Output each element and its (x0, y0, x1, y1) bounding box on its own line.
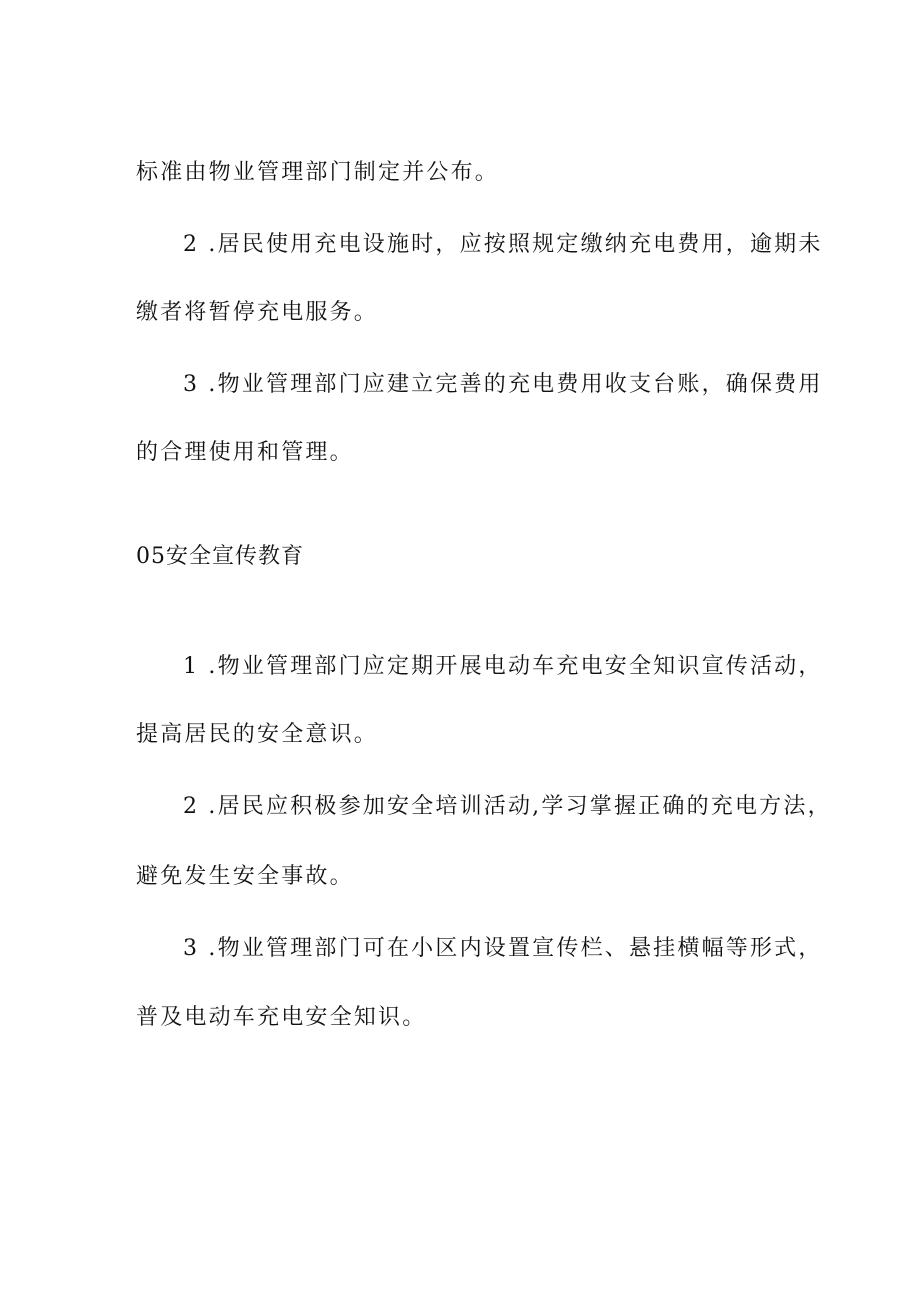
paragraph-continuation: 标准由物业管理部门制定并公布。 (136, 160, 500, 185)
section-item-2-line-2: 避免发生安全事故。 (136, 864, 354, 889)
list-item-2-line-2: 缴者将暂停充电服务。 (136, 300, 379, 325)
section-item-3-line-2: 普及电动车充电安全知识。 (136, 1005, 427, 1030)
list-item-2-line-1: 2 .居民使用充电设施时，应按照规定缴纳充电费用，逾期未 (183, 232, 823, 257)
section-item-3-line-1: 3 .物业管理部门可在小区内设置宣传栏、悬挂横幅等形式， (183, 936, 823, 961)
list-item-3-line-1: 3 .物业管理部门应建立完善的充电费用收支台账，确保费用 (183, 372, 823, 397)
section-item-2-line-1: 2 .居民应积极参加安全培训活动,学习掌握正确的充电方法， (183, 794, 832, 819)
list-item-3-line-2: 的合理使用和管理。 (136, 440, 354, 465)
section-item-1-line-1: 1 .物业管理部门应定期开展电动车充电安全知识宣传活动， (183, 654, 823, 679)
section-heading: 05安全宣传教育 (136, 544, 304, 569)
section-item-1-line-2: 提高居民的安全意识。 (136, 722, 379, 747)
